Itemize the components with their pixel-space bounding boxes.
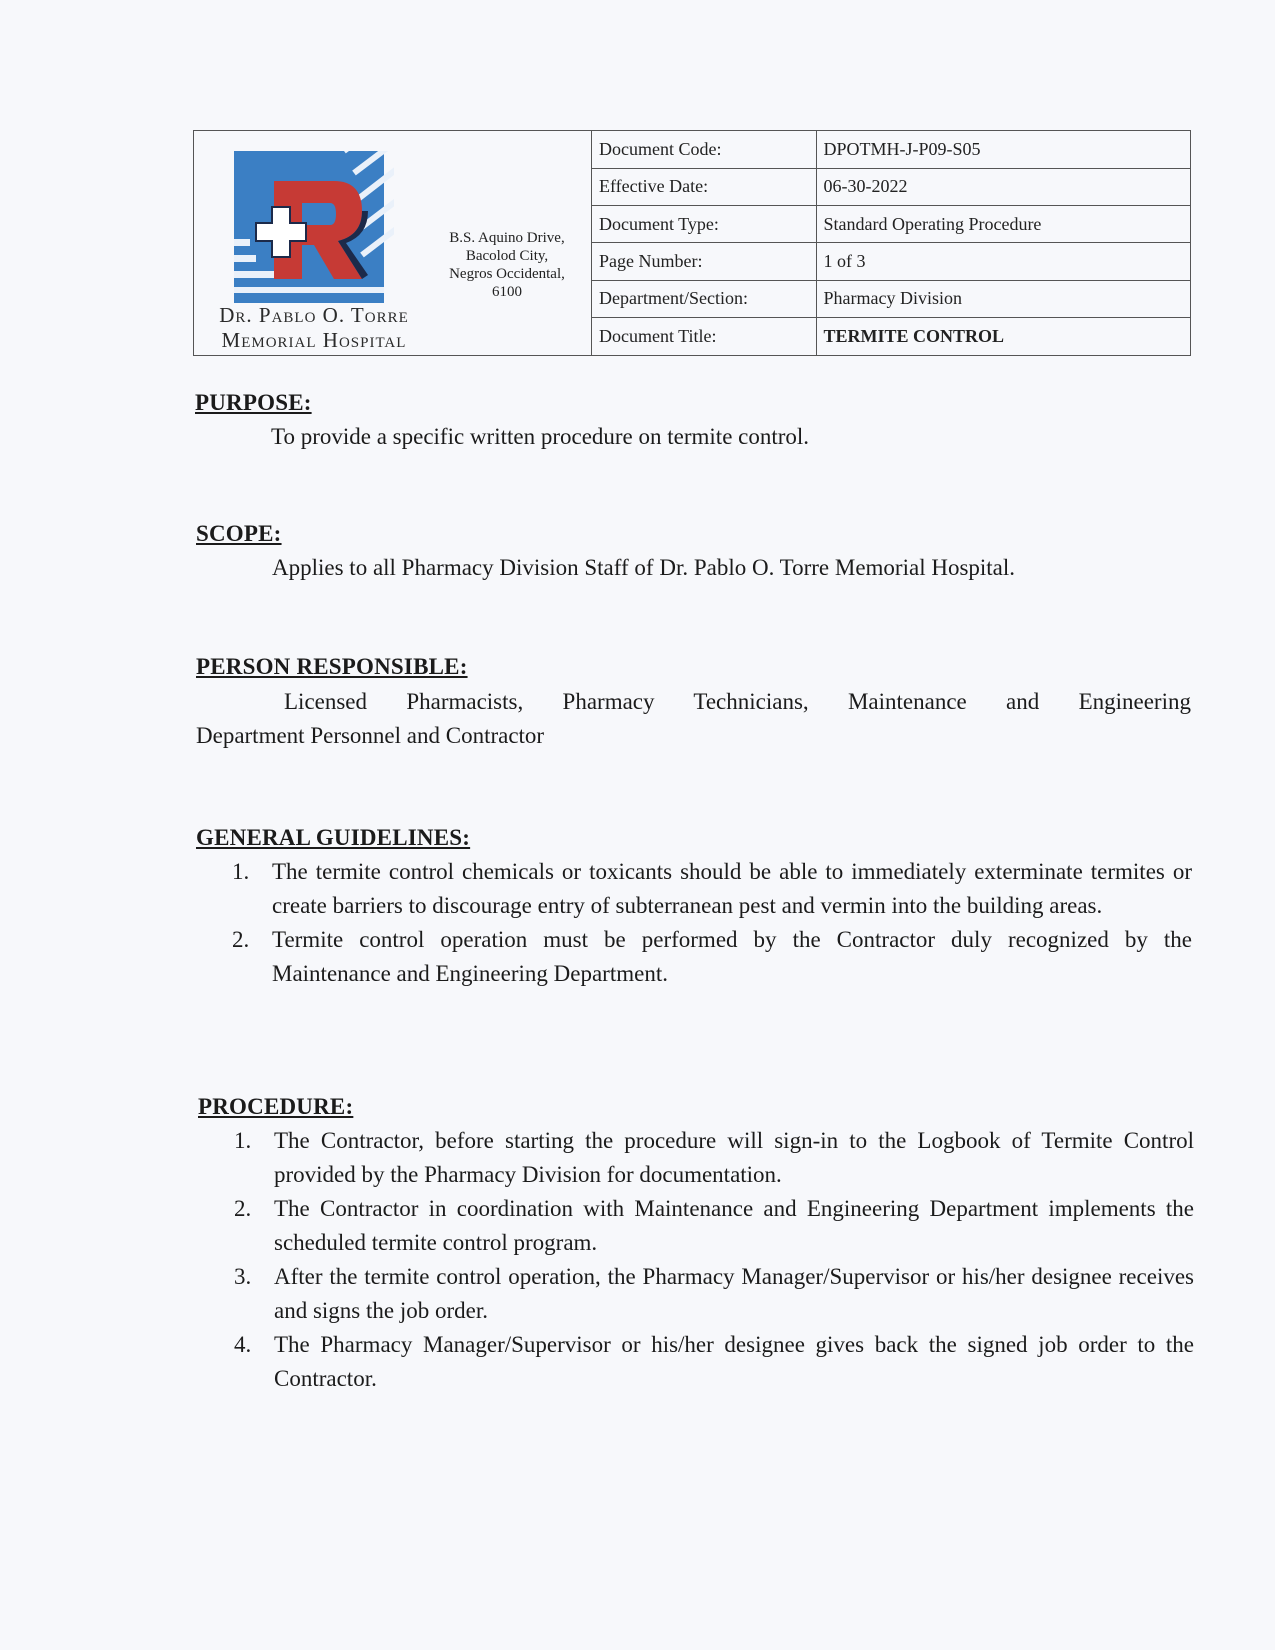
address-line: Negros Occidental,: [449, 266, 565, 282]
scope-heading: SCOPE:: [196, 521, 282, 546]
list-item: [234, 1328, 1194, 1396]
effective-date-value: 06-30-2022: [816, 168, 1190, 205]
document-code-label: Document Code:: [592, 131, 816, 168]
document-info-table: [592, 131, 1190, 355]
scope-text: Applies to all Pharmacy Division Staff of Dr. Pablo O. Torre Memorial Hospital.: [272, 555, 1016, 580]
person-responsible-line2: Department Personnel and Contractor: [196, 723, 545, 748]
address-line: B.S. Aquino Drive,: [449, 230, 565, 246]
list-item: [234, 1124, 1194, 1192]
document-title-value: TERMITE CONTROL: [823, 326, 1005, 347]
list-item: [234, 1260, 1194, 1328]
procedure-heading: PROCEDURE:: [198, 1094, 354, 1119]
hospital-logo-icon: [234, 151, 394, 303]
hospital-name-line2: Memorial Hospital: [221, 328, 407, 352]
list-item-text: After the termite control operation, the Pharmacy Manager/Supervisor or his/her designee receives and signs the job order.: [274, 1264, 1194, 1323]
document-type-value: Standard Operating Procedure: [816, 206, 1190, 243]
list-item: [232, 855, 1192, 923]
info-row: [592, 168, 1190, 205]
list-item-text: The termite control chemicals or toxicants should be able to immediately exterminate termites or create barriers to discourage entry of subterranean pest and vermin into the building areas.: [272, 859, 1192, 918]
document-code-value: DPOTMH-J-P09-S05: [816, 131, 1190, 168]
address-line: 6100: [492, 284, 522, 300]
list-item-number: 1.: [234, 1128, 252, 1153]
hospital-name: [194, 303, 434, 353]
info-row: [592, 131, 1190, 168]
list-item-text: The Contractor in coordination with Maintenance and Engineering Department implements the scheduled termite control program.: [274, 1196, 1194, 1255]
list-item-text: The Contractor, before starting the procedure will sign-in to the Logbook of Termite Control provided by the Pharmacy Division for documentation.: [274, 1128, 1194, 1187]
hospital-address: [432, 229, 582, 301]
document-header: [193, 130, 1191, 356]
list-item: [234, 1192, 1194, 1260]
hospital-name-line1: Dr. Pablo O. Torre: [219, 303, 409, 327]
list-item-text: The Pharmacy Manager/Supervisor or his/her designee gives back the signed job order to the Contractor.: [274, 1332, 1194, 1391]
document-type-label: Document Type:: [592, 206, 816, 243]
general-guidelines-list: [232, 855, 1192, 991]
info-row: [592, 318, 1190, 355]
person-responsible-line1: Licensed Pharmacists, Pharmacy Technicians, Maintenance and Engineering: [284, 689, 1191, 714]
department-label: Department/Section:: [592, 280, 816, 317]
page-number-label: Page Number:: [592, 243, 816, 280]
list-item-number: 3.: [234, 1264, 252, 1289]
purpose-heading: PURPOSE:: [195, 390, 312, 415]
person-responsible-text: [196, 685, 1191, 753]
document-title-label: Document Title:: [592, 318, 816, 355]
list-item-text: Termite control operation must be performed by the Contractor duly recognized by the Maintenance and Engineering Department.: [272, 927, 1192, 986]
effective-date-label: Effective Date:: [592, 168, 816, 205]
address-line: Bacolod City,: [465, 248, 549, 264]
info-row: [592, 206, 1190, 243]
list-item: [232, 923, 1192, 991]
list-item-number: 2.: [234, 1196, 252, 1221]
department-value: Pharmacy Division: [816, 280, 1190, 317]
list-item-number: 1.: [232, 859, 250, 884]
person-responsible-heading: PERSON RESPONSIBLE:: [196, 654, 468, 679]
logo-cell: [194, 131, 592, 355]
info-row: [592, 280, 1190, 317]
info-row: [592, 243, 1190, 280]
list-item-number: 4.: [234, 1332, 252, 1357]
general-guidelines-heading: GENERAL GUIDELINES:: [196, 825, 471, 850]
procedure-list: [234, 1124, 1194, 1396]
purpose-text: To provide a specific written procedure on termite control.: [271, 424, 810, 449]
page-number-value: 1 of 3: [816, 243, 1190, 280]
list-item-number: 2.: [232, 927, 250, 952]
